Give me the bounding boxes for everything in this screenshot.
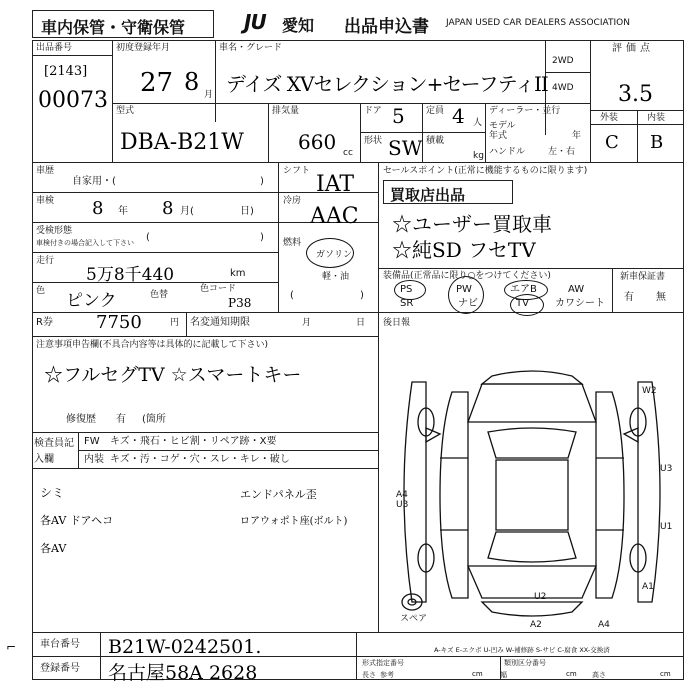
warranty-no: 無 bbox=[656, 292, 666, 303]
inspection-day-unit: 日) bbox=[240, 206, 254, 217]
equipment-aw: AW bbox=[568, 284, 585, 295]
inspector-row1-head: FW bbox=[84, 436, 100, 447]
car-damage-diagram bbox=[382, 362, 682, 632]
sales-point-label: セールスポイント(正常に機能するものに限ります) bbox=[383, 166, 588, 176]
warranty-label: 新車保証書 bbox=[620, 272, 666, 282]
sales-point-badge-text: 買取店出品 bbox=[390, 186, 466, 204]
rating-interior-label: 内装 bbox=[647, 113, 666, 123]
rating-interior: B bbox=[650, 132, 664, 153]
capacity-label: 定員 bbox=[426, 106, 445, 116]
mileage-label: 走行 bbox=[36, 256, 55, 266]
type-label: 型式 bbox=[116, 106, 135, 116]
fuel-gas: ガソリン bbox=[316, 250, 353, 260]
inspector-note-pillar: エンドパネル歪 bbox=[240, 488, 317, 501]
rating-label: 評価点 bbox=[612, 43, 654, 54]
registration-label: 登録番号 bbox=[40, 663, 80, 674]
receipt-note: 車検付きの場合記入して下さい bbox=[36, 239, 134, 247]
inspector-row2: キズ・汚・コゲ・穴・スレ・キレ・破し bbox=[110, 454, 290, 465]
lot-label: 出品番号 bbox=[36, 43, 73, 53]
displacement-unit: cc bbox=[343, 148, 353, 158]
rear-area-label: 後日報 bbox=[383, 318, 411, 328]
inspection-label: 車検 bbox=[36, 196, 55, 206]
name-change-label: 名変通知期限 bbox=[190, 317, 250, 328]
fuel-label: 燃料 bbox=[283, 238, 302, 248]
inspector-note-ab-left: 各AV ドアヘコ bbox=[40, 514, 114, 527]
repair-value: 有 bbox=[116, 414, 126, 425]
bottom-width-label: 幅 bbox=[500, 671, 507, 679]
inspector-note-shimi: シミ bbox=[40, 486, 65, 500]
handle-options: 左・右 bbox=[548, 147, 576, 157]
dealer-label: ディーラー・並行 bbox=[489, 106, 561, 116]
rating-exterior: C bbox=[605, 132, 619, 153]
inspector-label: 検査員記入欄 bbox=[34, 438, 74, 465]
form-title: 出品申込書 bbox=[344, 17, 429, 37]
repair-place: (箇所 bbox=[142, 414, 166, 425]
equipment-navi: ナビ bbox=[458, 298, 478, 309]
bottom-unit-1: cm bbox=[472, 670, 483, 678]
bottom-unit-2: cm bbox=[566, 670, 577, 678]
fuel-close: ) bbox=[360, 290, 364, 301]
name-change-day: 日 bbox=[356, 318, 366, 328]
shape-value: SW bbox=[388, 136, 423, 160]
storage-tag-text: 車内保管・守衛保管 bbox=[41, 18, 186, 37]
mileage-value: 5万8千440 bbox=[86, 265, 175, 285]
rating-exterior-label: 外装 bbox=[600, 113, 619, 123]
diagram-mark-a4u3: A4 U3 bbox=[396, 490, 409, 510]
bottom-length-label: 長さ bbox=[362, 671, 376, 679]
dealer-year-unit: 年 bbox=[572, 131, 582, 141]
repair-label: 修復歴 bbox=[66, 414, 96, 425]
first-reg-month-unit: 月 bbox=[204, 90, 214, 100]
lot-number: 00073 bbox=[38, 88, 108, 113]
notes-label: 注意事項申告欄(不具合内容等は具体的に記載して下さい) bbox=[36, 340, 269, 350]
bottom-unit-3: cm bbox=[660, 670, 671, 678]
logo-mark: JU bbox=[244, 10, 266, 34]
equipment-pw-circle bbox=[448, 276, 484, 314]
sales-point-line2: ☆純SD フセTV bbox=[392, 238, 536, 262]
bottom-class-label: 類別区分番号 bbox=[504, 659, 546, 667]
dealer-model-label: モデル bbox=[489, 121, 516, 131]
corner-mark: ⌐ bbox=[6, 640, 17, 654]
recycle-label: R券 bbox=[36, 317, 53, 328]
equipment-leather: カワシート bbox=[555, 298, 605, 309]
recycle-value: 7750 bbox=[96, 312, 142, 333]
doors-value: 5 bbox=[392, 104, 405, 128]
inspection-year: 8 bbox=[92, 198, 104, 219]
notes-text: ☆フルセグTV ☆スマートキー bbox=[44, 364, 302, 386]
equipment-ps-circle bbox=[394, 280, 426, 300]
registration-value: 名古屋58A 2628 bbox=[108, 662, 258, 684]
damage-legend: A-キズ E-エクボ U-凹み W-補修跡 S-サビ C-腐食 XX-交換済 bbox=[434, 646, 610, 654]
displacement-label: 排気量 bbox=[272, 106, 300, 116]
chassis-label: 車台番号 bbox=[40, 639, 80, 650]
color-code-label: 色コード bbox=[200, 284, 237, 294]
diagram-mark-u2: U2 bbox=[534, 592, 547, 602]
equipment-tv: TV bbox=[516, 298, 529, 309]
color-value: ピンク bbox=[66, 291, 117, 311]
shift-label: シフト bbox=[283, 166, 311, 176]
dealer-year-label: 年式 bbox=[489, 131, 508, 141]
color-label: 色 bbox=[36, 286, 46, 296]
load-label: 積載 bbox=[426, 136, 445, 146]
logo-region: 愛知 bbox=[282, 16, 315, 35]
inspector-row1: キズ・飛石・ヒビ割・リペア跡・X要 bbox=[110, 436, 277, 447]
usage-close: ) bbox=[260, 176, 264, 187]
storage-tag bbox=[32, 10, 214, 38]
doors-label: ドア bbox=[364, 106, 382, 116]
shape-label: 形状 bbox=[364, 136, 383, 146]
ac-label: 冷房 bbox=[283, 196, 302, 206]
inspector-note-ab2: 各AV bbox=[40, 542, 67, 555]
equipment-sr: SR bbox=[400, 298, 414, 309]
equipment-ps: PS bbox=[400, 284, 413, 295]
bottom-form-label: 形式指定番号 bbox=[362, 659, 404, 667]
capacity-value: 4 bbox=[452, 104, 465, 128]
receipt-label: 受検形態 bbox=[36, 226, 73, 236]
shift-value: IAT bbox=[316, 172, 355, 197]
inspection-month-unit: 月( bbox=[180, 206, 194, 217]
ac-value: AAC bbox=[310, 204, 359, 229]
fuel-open: ( bbox=[290, 290, 294, 301]
equipment-pw: PW bbox=[456, 284, 472, 295]
diagram-mark-u1: U1 bbox=[660, 522, 673, 532]
receipt-open: ( bbox=[146, 232, 150, 243]
diagram-mark-u3: U3 bbox=[660, 464, 673, 474]
mileage-unit: km bbox=[230, 268, 246, 279]
inspector-note-roof: ロアウォポト座(ボルト) bbox=[240, 516, 348, 527]
fuel-gas-circle bbox=[306, 238, 354, 268]
recycle-unit: 円 bbox=[170, 318, 180, 328]
drive-2wd: 2WD bbox=[552, 56, 574, 66]
bottom-ref-label: 参考 bbox=[380, 671, 394, 679]
color-change-label: 色替 bbox=[150, 290, 169, 300]
capacity-unit: 人 bbox=[473, 118, 483, 128]
diagram-mark-w2: W2 bbox=[642, 386, 657, 396]
bottom-height-label: 高さ bbox=[592, 671, 606, 679]
diagram-mark-a4: A4 bbox=[598, 620, 610, 630]
first-reg-label: 初度登録年月 bbox=[116, 43, 171, 53]
inspection-month: 8 bbox=[162, 198, 174, 219]
equipment-label: 装備品(正常品に限り○をつけてください) bbox=[383, 271, 551, 281]
sales-point-line1: ☆ユーザー買取車 bbox=[392, 212, 552, 236]
color-code: P38 bbox=[228, 296, 252, 310]
load-unit: kg bbox=[473, 151, 484, 161]
first-reg-year: 27 bbox=[140, 68, 174, 98]
chassis-value: B21W-0242501. bbox=[108, 636, 262, 658]
equipment-airbag: エアB bbox=[510, 284, 537, 295]
name-change-month: 月 bbox=[302, 318, 312, 328]
inspector-row2-head: 内装 bbox=[84, 454, 104, 465]
handle-label: ハンドル bbox=[489, 147, 526, 157]
spare-label: スペア bbox=[400, 614, 428, 624]
drive-4wd: 4WD bbox=[552, 83, 574, 93]
equipment-tv-circle bbox=[510, 294, 544, 316]
type-value: DBA-B21W bbox=[120, 130, 244, 155]
inspection-year-unit: 年 bbox=[118, 206, 128, 217]
association-name: JAPAN USED CAR DEALERS ASSOCIATION bbox=[446, 18, 630, 28]
usage-value: 自家用・( bbox=[72, 176, 116, 187]
displacement-value: 660 bbox=[298, 130, 337, 154]
rating-value: 3.5 bbox=[618, 82, 653, 107]
usage-label: 車歴 bbox=[36, 166, 55, 176]
model-value: デイズ XVセレクション+セーフティII bbox=[226, 72, 548, 96]
first-reg-month: 8 bbox=[184, 68, 200, 96]
lot-bracket: [2143] bbox=[44, 64, 88, 79]
receipt-close: ) bbox=[260, 232, 264, 243]
sales-point-badge bbox=[383, 180, 513, 204]
warranty-yes: 有 bbox=[624, 292, 634, 303]
fuel-diesel: 軽・油 bbox=[322, 272, 350, 282]
diagram-mark-a2: A2 bbox=[530, 620, 542, 630]
model-label: 車名・グレード bbox=[219, 43, 283, 53]
diagram-mark-a1: A1 bbox=[642, 582, 654, 592]
